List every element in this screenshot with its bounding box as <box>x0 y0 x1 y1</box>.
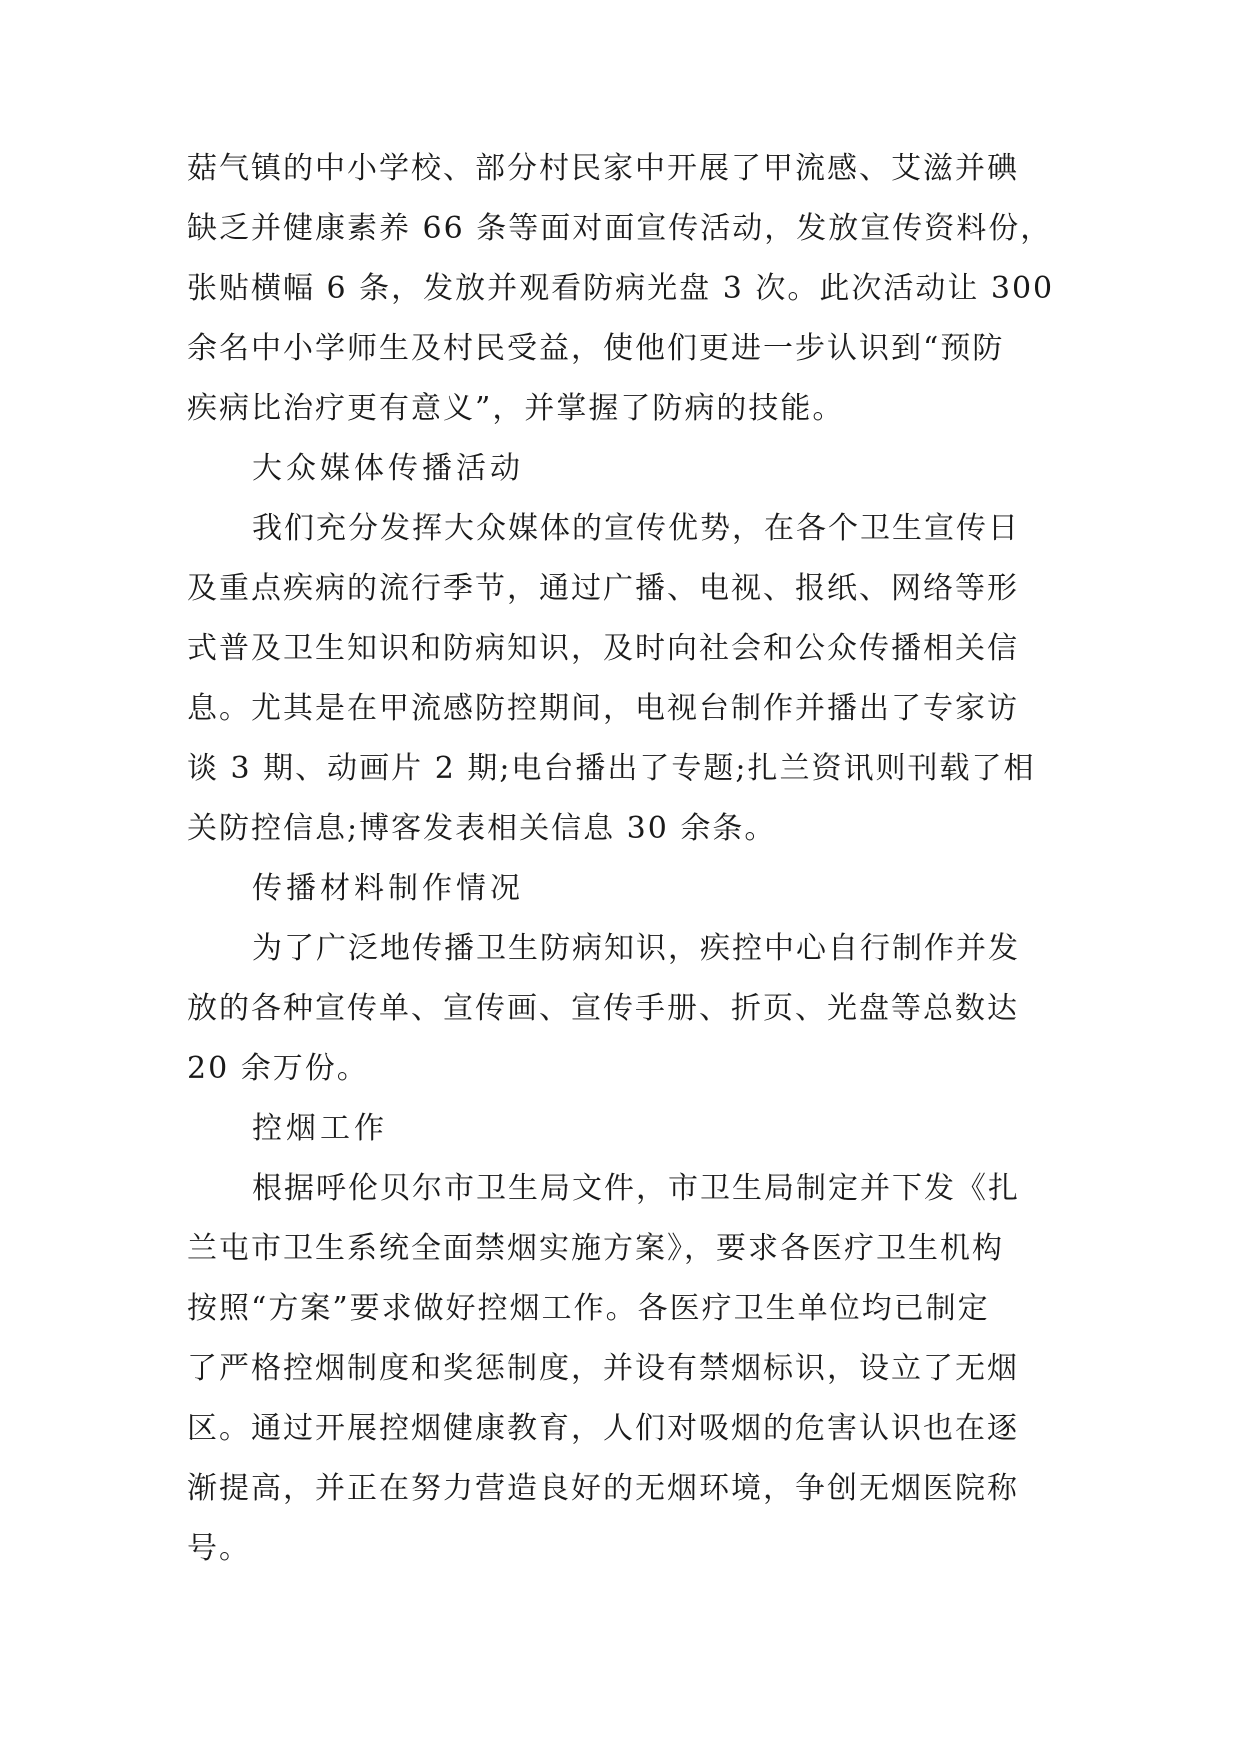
paragraph-line: 关防控信息;博客发表相关信息 30 余条。 <box>187 811 777 846</box>
paragraph-line: 疾病比治疗更有意义”，并掌握了防病的技能。 <box>187 391 845 426</box>
paragraph-line: 区。通过开展控烟健康教育，人们对吸烟的危害认识也在逐 <box>187 1411 1019 1446</box>
paragraph-line: 放的各种宣传单、宣传画、宣传手册、折页、光盘等总数达 <box>187 991 1019 1026</box>
paragraph-line: 余名中小学师生及村民受益，使他们更进一步认识到“预防 <box>187 331 1005 366</box>
paragraph-line: 20 余万份。 <box>187 1051 369 1086</box>
paragraph-line: 张贴横幅 6 条，发放并观看防病光盘 3 次。此次活动让 300 <box>187 271 1055 306</box>
paragraph-line: 了严格控烟制度和奖惩制度，并设有禁烟标识，设立了无烟 <box>187 1351 1019 1386</box>
paragraph-line: 谈 3 期、动画片 2 期;电台播出了专题;扎兰资讯则刊载了相 <box>187 751 1036 786</box>
paragraph-line: 菇气镇的中小学校、部分村民家中开展了甲流感、艾滋并碘 <box>187 151 1019 186</box>
paragraph-line: 缺乏并健康素养 66 条等面对面宣传活动，发放宣传资料份， <box>187 211 1053 246</box>
paragraph-line: 息。尤其是在甲流感防控期间，电视台制作并播出了专家访 <box>187 691 1019 726</box>
paragraph-line: 按照“方案”要求做好控烟工作。各医疗卫生单位均已制定 <box>187 1291 990 1326</box>
paragraph-line: 及重点疾病的流行季节，通过广播、电视、报纸、网络等形 <box>187 571 1019 606</box>
paragraph-line: 渐提高，并正在努力营造良好的无烟环境，争创无烟医院称 <box>187 1471 1019 1506</box>
paragraph-line: 兰屯市卫生系统全面禁烟实施方案》，要求各医疗卫生机构 <box>187 1231 1004 1266</box>
section-heading: 大众媒体传播活动 <box>252 451 524 486</box>
section-heading: 控烟工作 <box>252 1111 388 1146</box>
document-body <box>187 151 1057 1594</box>
paragraph-line: 式普及卫生知识和防病知识，及时向社会和公众传播相关信 <box>187 631 1019 666</box>
paragraph-line: 为了广泛地传播卫生防病知识，疾控中心自行制作并发 <box>252 931 1020 966</box>
paragraph-line: 号。 <box>187 1531 251 1566</box>
section-heading: 传播材料制作情况 <box>252 871 524 906</box>
paragraph-line: 我们充分发挥大众媒体的宣传优势，在各个卫生宣传日 <box>252 511 1020 546</box>
paragraph-line: 根据呼伦贝尔市卫生局文件，市卫生局制定并下发《扎 <box>252 1171 1020 1206</box>
